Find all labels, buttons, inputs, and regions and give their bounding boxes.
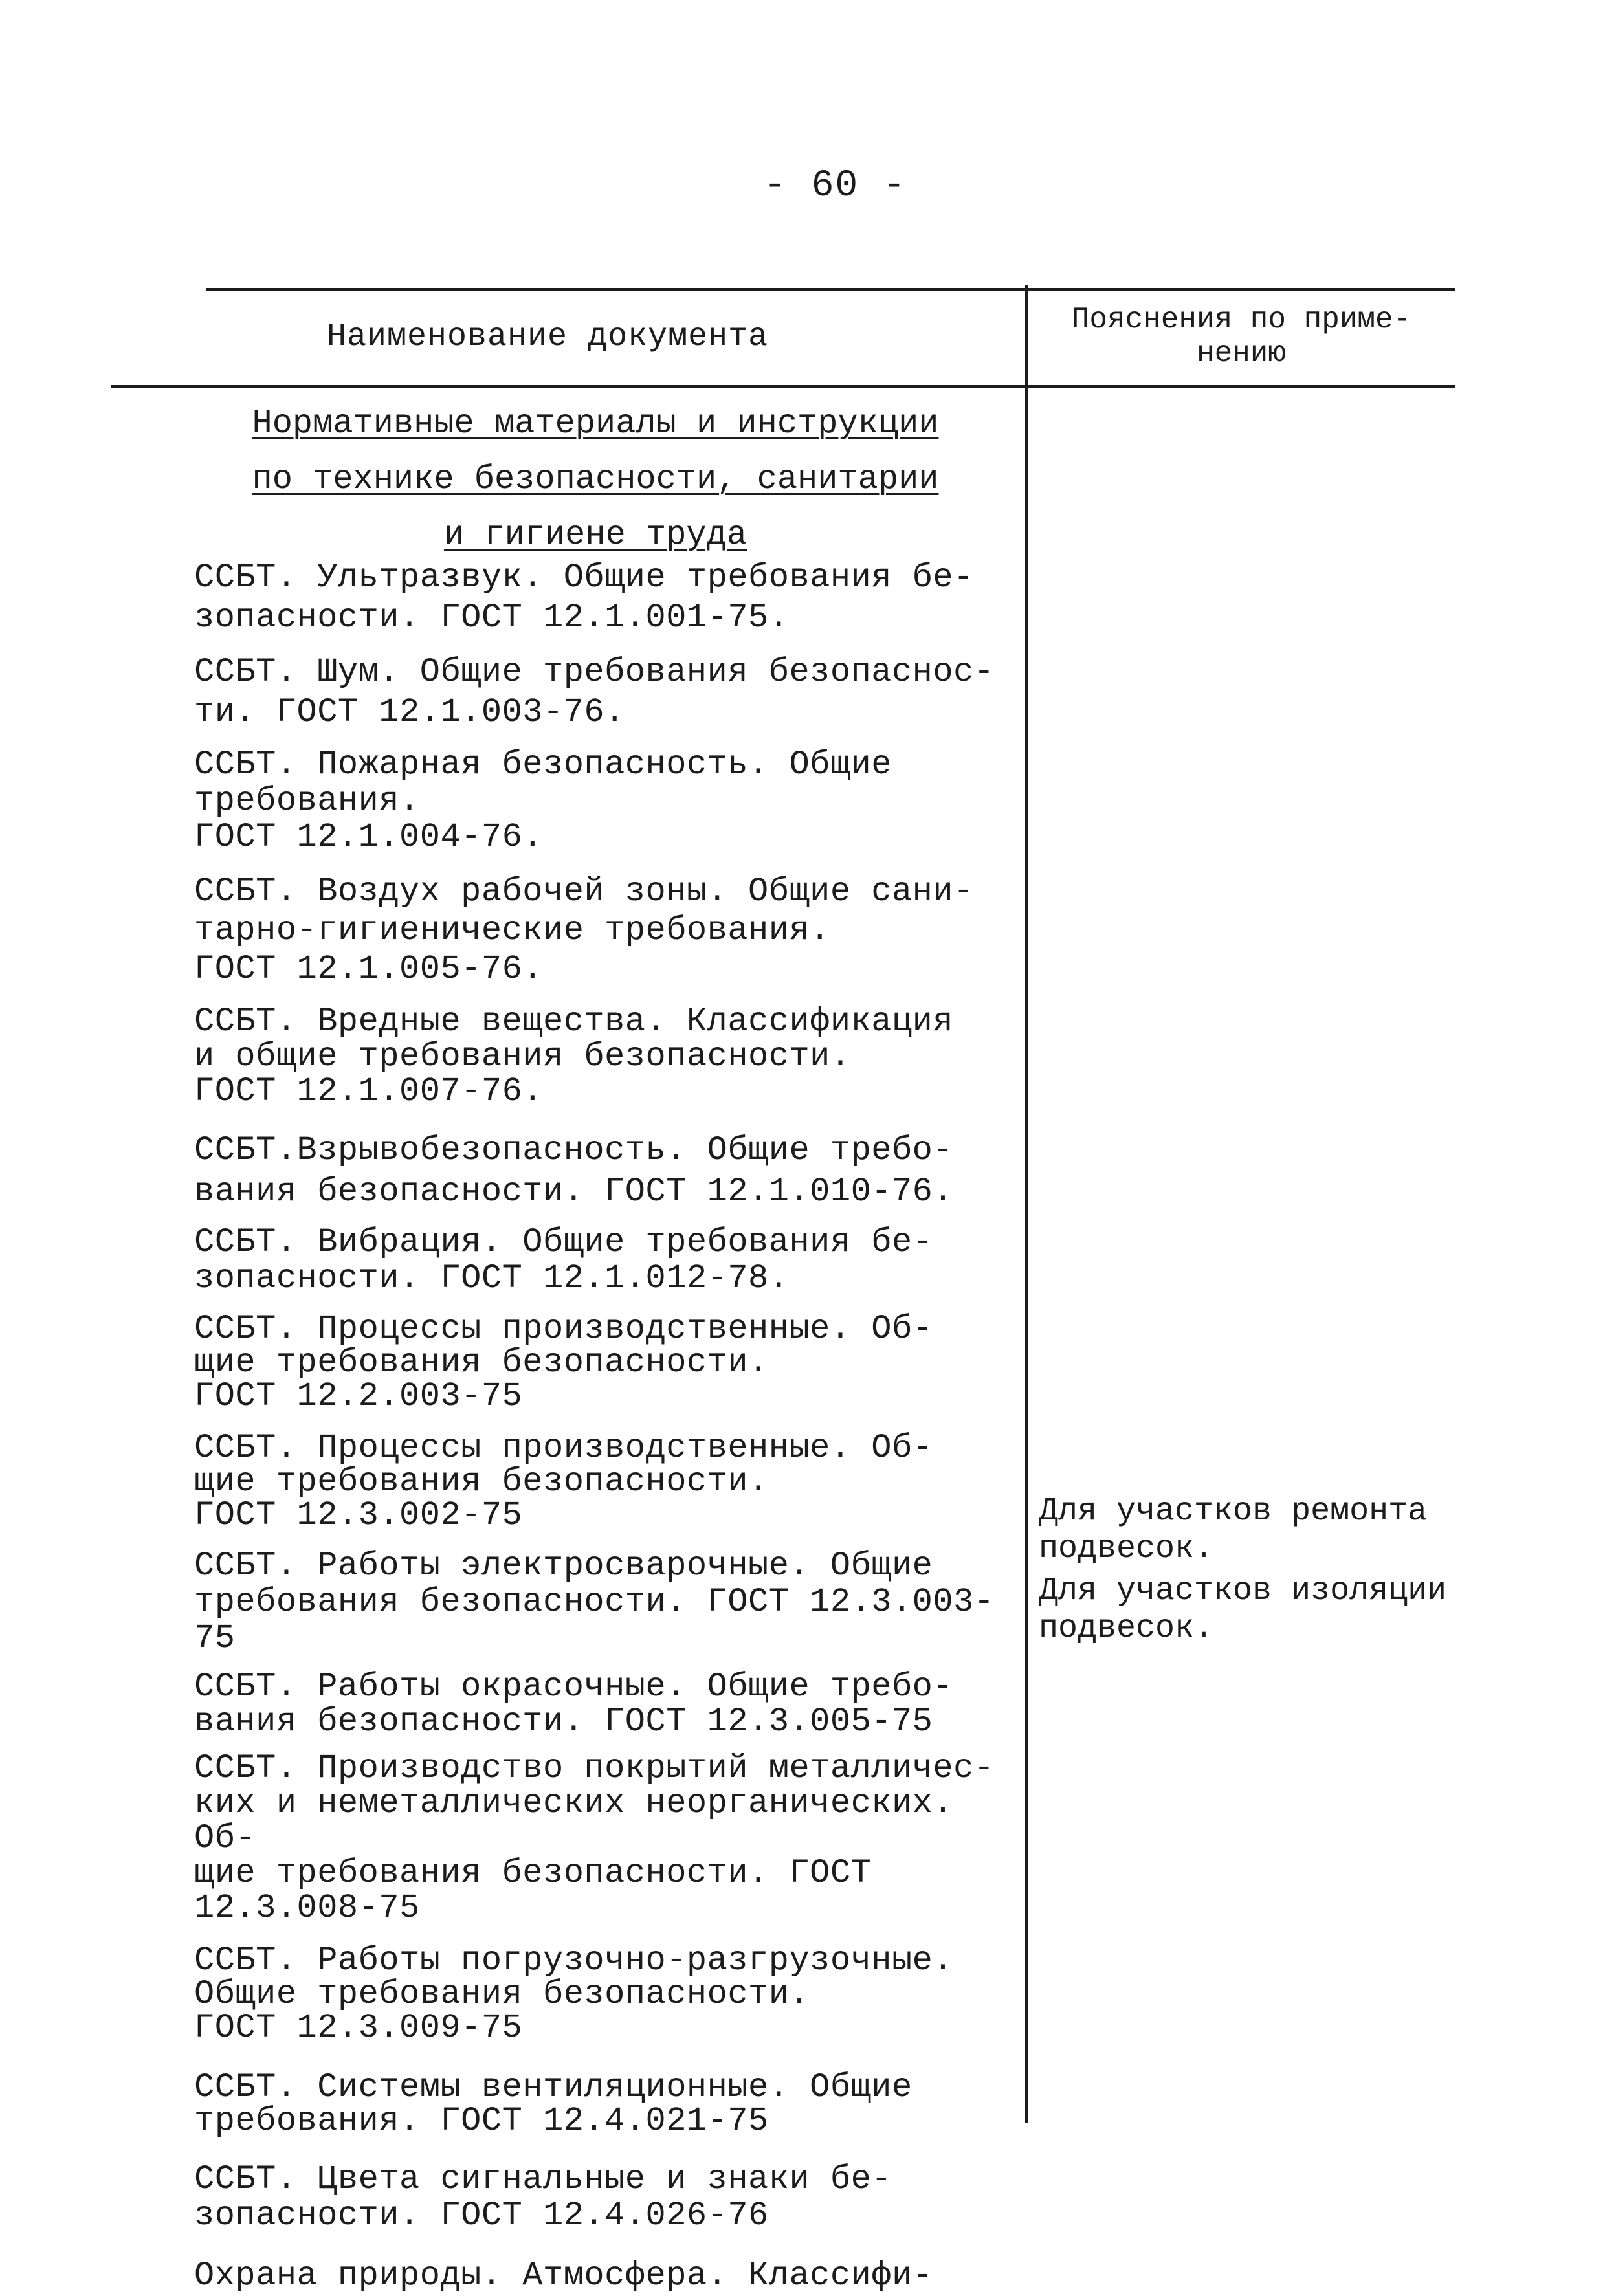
- page-number: - 60 -: [764, 165, 907, 207]
- document-entry: ССБТ. Воздух рабочей зоны. Общие сани- тарно-гигиенические требования. ГОСТ 12.1.005-76.: [194, 872, 974, 988]
- section-heading: [194, 396, 997, 563]
- document-list: [194, 558, 1029, 2296]
- document-entry: ССБТ. Работы окрасочные. Общие требо- вания безопасности. ГОСТ 12.3.005-75: [194, 1668, 954, 1741]
- document-entry: ССБТ. Вибрация. Общие требования бе- зопасности. ГОСТ 12.1.012-78.: [194, 1223, 933, 1297]
- document-entry: ССБТ. Шум. Общие требования безопаснос- ти. ГОСТ 12.1.003-76.: [194, 653, 995, 731]
- document-entry: Охрана природы. Атмосфера. Классифи-: [194, 2257, 933, 2295]
- document-entry: ССБТ. Работы погрузочно-разгрузочные. Общие требования безопасности. ГОСТ 12.3.009-75: [194, 1941, 954, 2047]
- document-entry: ССБТ.Взрывобезопасность. Общие требо- вания безопасности. ГОСТ 12.1.010-76.: [194, 1131, 954, 1211]
- document-entry: ССБТ. Вредные вещества. Классификация и общие требования безопасности. ГОСТ 12.1.007-76.: [194, 1002, 954, 1110]
- table-header-rule: [111, 385, 1455, 388]
- document-entry: ССБТ. Пожарная безопасность. Общие требования. ГОСТ 12.1.004-76.: [194, 745, 892, 856]
- document-entry: ССБТ. Ультразвук. Общие требования бе- зопасности. ГОСТ 12.1.001-75.: [194, 558, 974, 637]
- section-heading-line: Нормативные материалы и инструкции: [252, 404, 939, 443]
- document-entry: ССБТ. Процессы производственные. Об- щие требования безопасности. ГОСТ 12.3.002-75: [194, 1429, 933, 1534]
- document-entry: ССБТ. Работы электросварочные. Общие требования безопасности. ГОСТ 12.3.003-75: [194, 1547, 995, 1657]
- document-entry: ССБТ. Системы вентиляционные. Общие требования. ГОСТ 12.4.021-75: [194, 2068, 913, 2140]
- note-insulation-suspensions: Для участков изоляции подвесок.: [1039, 1573, 1447, 1647]
- header-document-name: Наименование документа: [327, 318, 769, 355]
- header-notes: Пояснения по приме- нению: [1071, 303, 1411, 370]
- note-repair-suspensions: Для участков ремонта подвесок.: [1039, 1493, 1428, 1567]
- document-entry: ССБТ. Цвета сигнальные и знаки бе- зопасности. ГОСТ 12.4.026-76: [194, 2160, 892, 2235]
- section-heading-line: по технике безопасности, санитарии: [252, 460, 939, 498]
- document-entry: ССБТ. Производство покрытий металличес- ких и неметаллических неорганических. Об- щие требования безопасности. ГОСТ 12.3.008-75: [194, 1749, 995, 1927]
- section-heading-line: и гигиене труда: [443, 516, 747, 554]
- table-top-rule: [206, 288, 1455, 291]
- document-entry: ССБТ. Процессы производственные. Об- щие требования безопасности. ГОСТ 12.2.003-75: [194, 1310, 933, 1415]
